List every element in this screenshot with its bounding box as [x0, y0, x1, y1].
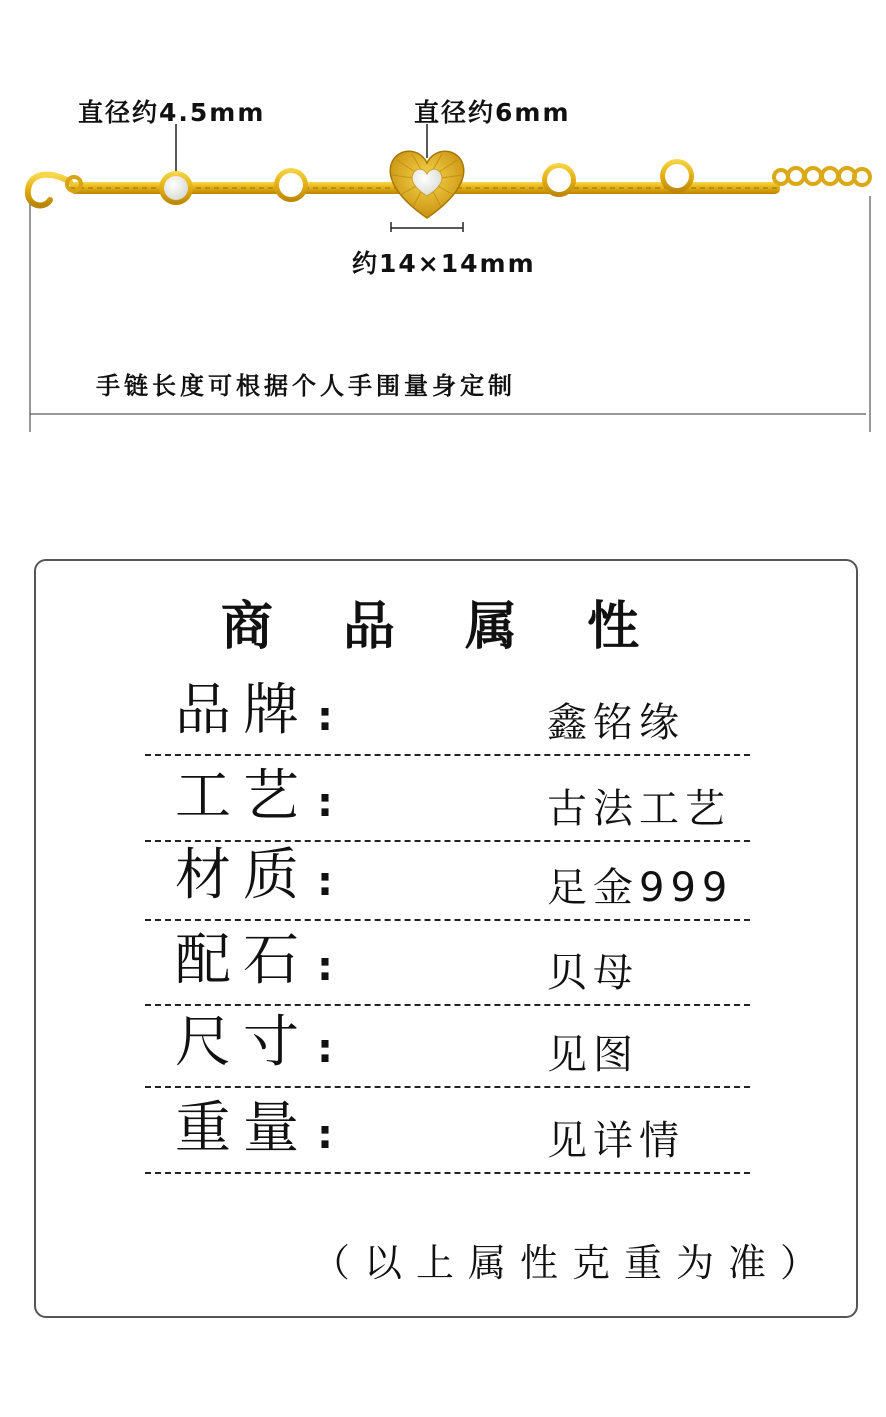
attribute-colon: :: [317, 694, 333, 740]
bezel-open-3: [660, 159, 694, 193]
attribute-key: 工艺: [175, 764, 311, 829]
length-customization-note: 手链长度可根据个人手围量身定制: [96, 372, 516, 400]
bracelet-diagram: [0, 0, 886, 440]
heart-size-label: 约14×14mm: [352, 249, 536, 278]
attribute-footnote: （以上属性克重为准）: [312, 1241, 833, 1285]
card-title: 商 品 属 性: [220, 596, 666, 657]
attribute-colon: :: [317, 859, 333, 905]
attribute-row-craft: [145, 756, 750, 842]
attribute-key: 重量: [175, 1096, 311, 1161]
attribute-value: 鑫铭缘: [547, 700, 685, 746]
large-bezel-diameter-label: 直径约6mm: [414, 98, 571, 127]
bezel-open-1: [274, 168, 308, 202]
attribute-row-size: [145, 1002, 750, 1088]
heart-pendant: [390, 151, 463, 218]
bezel-pearl-small: [159, 171, 193, 205]
attribute-row-material: [145, 835, 750, 921]
lobster-clasp: [28, 175, 81, 206]
attribute-colon: :: [317, 944, 333, 990]
attribute-value: 古法工艺: [547, 786, 731, 832]
attribute-value: 足金999: [547, 865, 734, 911]
extension-rings: [774, 168, 870, 185]
attribute-row-stone: [145, 920, 750, 1006]
attribute-colon: :: [317, 1112, 333, 1158]
attribute-key: 尺寸: [175, 1010, 311, 1075]
attribute-colon: :: [317, 1026, 333, 1072]
attribute-key: 材质: [175, 843, 311, 908]
attribute-row-weight: [145, 1088, 750, 1174]
attribute-value: 见图: [547, 1032, 639, 1078]
bezel-open-2: [542, 163, 576, 197]
attribute-key: 品牌: [175, 678, 311, 743]
small-bezel-diameter-label: 直径约4.5mm: [78, 98, 266, 127]
attribute-row-brand: [145, 670, 750, 756]
attribute-value: 见详情: [547, 1118, 685, 1164]
attribute-key: 配石: [175, 928, 311, 993]
attribute-colon: :: [317, 780, 333, 826]
attribute-value: 贝母: [547, 950, 639, 996]
